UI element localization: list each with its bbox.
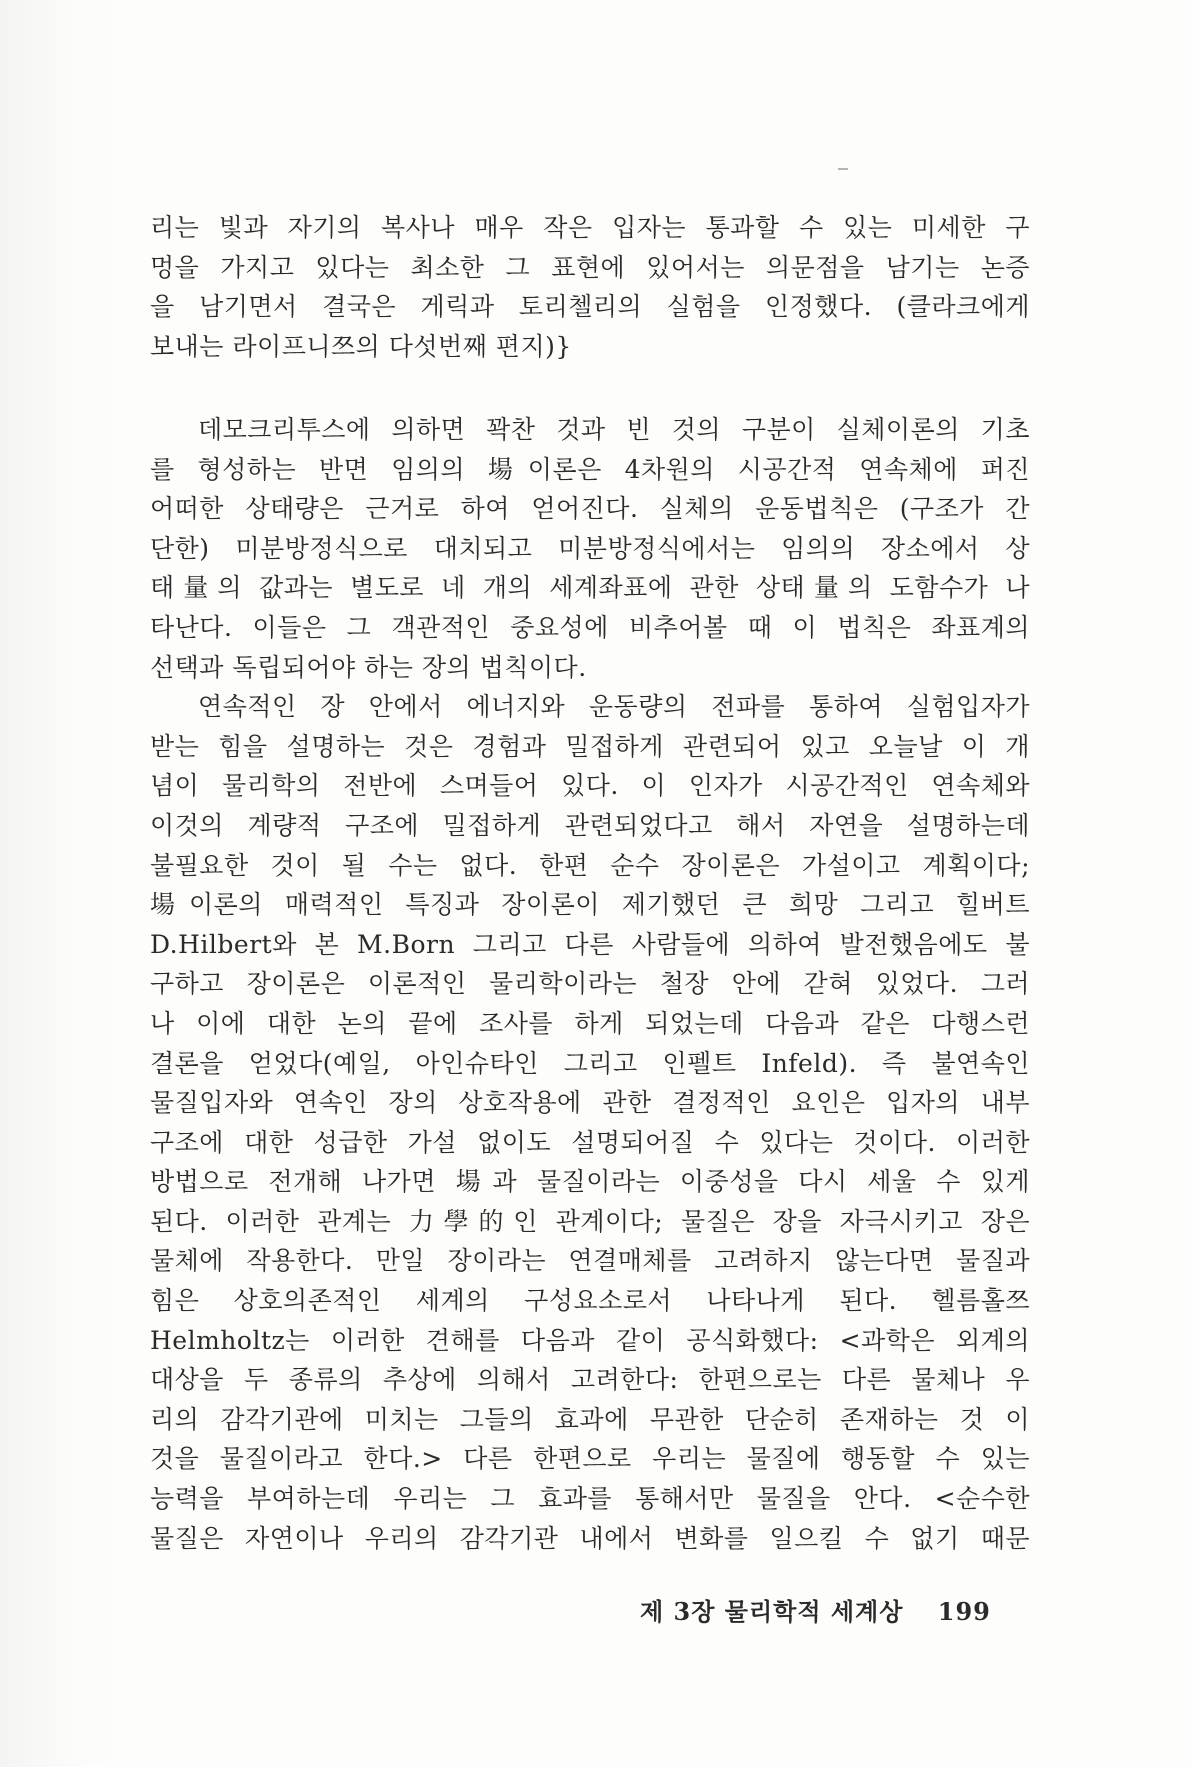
text-line: 나 이에 대한 논의 끝에 조사를 하게 되었는데 다음과 같은 다행스런 — [150, 1008, 1030, 1038]
text-line: 물질입자와 연속인 장의 상호작용에 관한 결정적인 요인은 입자의 내부 — [150, 1088, 1030, 1118]
text-line: 연속적인 장 안에서 에너지와 운동량의 전파를 통하여 실험입자가 — [198, 692, 1030, 722]
text-line: 불필요한 것이 될 수는 없다. 한편 순수 장이론은 가설이고 계획이다; — [150, 850, 1030, 880]
text-line: 능력을 부여하는데 우리는 그 효과를 통해서만 물질을 안다. <순수한 — [150, 1484, 1030, 1514]
text-line: 물질은 자연이나 우리의 감각기관 내에서 변화를 일으킬 수 없기 때문 — [150, 1523, 1030, 1553]
text-line: 받는 힘을 설명하는 것은 경험과 밀접하게 관련되어 있고 오늘날 이 개 — [150, 731, 1030, 761]
text-line: 것을 물질이라고 한다.> 다른 한편으로 우리는 물질에 행동할 수 있는 — [150, 1444, 1030, 1474]
text-line: 리의 감각기관에 미치는 그들의 효과에 무관한 단순히 존재하는 것 이 — [150, 1404, 1030, 1434]
text-line: 리는 빛과 자기의 복사나 매우 작은 입자는 통과할 수 있는 미세한 구 — [150, 213, 1030, 242]
text-line: 념이 물리학의 전반에 스며들어 있다. 이 인자가 시공간적인 연속체와 — [150, 771, 1030, 801]
page-number: 199 — [937, 1597, 991, 1626]
text-line: 를 형성하는 반면 임의의 場이론은 4차원의 시공간적 연속체에 퍼진 — [150, 454, 1030, 484]
body-text-top — [150, 208, 1030, 366]
text-line: D.Hilbert와 본 M.Born 그리고 다른 사람들에 의하여 발전했음에도 불 — [150, 929, 1030, 959]
text-line: 단한) 미분방정식으로 대치되고 미분방정식에서는 임의의 장소에서 상 — [150, 533, 1030, 563]
text-line: 대상을 두 종류의 추상에 의해서 고려한다: 한편으로는 다른 물체나 우 — [150, 1365, 1030, 1395]
text-line: 물체에 작용한다. 만일 장이라는 연결매체를 고려하지 않는다면 물질과 — [150, 1246, 1030, 1276]
scan-speck — [838, 168, 848, 170]
text-line: 구조에 대한 성급한 가설 없이도 설명되어질 수 있다는 것이다. 이러한 — [150, 1127, 1030, 1157]
text-line: 선택과 독립되어야 하는 장의 법칙이다. — [150, 652, 587, 682]
text-line: 데모크리투스에 의하면 꽉찬 것과 빈 것의 구분이 실체이론의 기초 — [198, 415, 1030, 444]
text-line: 을 남기면서 결국은 게릭과 토리첼리의 실험을 인정했다. (클라크에게 — [150, 292, 1030, 322]
running-head: 제 3장 물리학적 세계상 — [640, 1597, 904, 1626]
text-line: 구하고 장이론은 이론적인 물리학이라는 철장 안에 갇혀 있었다. 그러 — [150, 969, 1030, 999]
text-line: 멍을 가지고 있다는 최소한 그 표현에 있어서는 의문점을 남기는 논증 — [150, 252, 1030, 282]
body-text-main — [150, 410, 1030, 1558]
text-line: 태量의 값과는 별도로 네 개의 세계좌표에 관한 상태量의 도함수가 나 — [150, 573, 1030, 603]
text-line: 된다. 이러한 관계는 力學的인 관계이다; 물질은 장을 자극시키고 장은 — [150, 1206, 1030, 1236]
text-line: 보내는 라이프니쯔의 다섯번째 편지)} — [150, 331, 572, 361]
text-line: Helmholtz는 이러한 견해를 다음과 같이 공식화했다: <과학은 외계의 — [150, 1325, 1030, 1355]
text-line: 방법으로 전개해 나가면 場과 물질이라는 이중성을 다시 세울 수 있게 — [150, 1167, 1030, 1197]
text-line: 이것의 계량적 구조에 밀접하게 관련되었다고 해서 자연을 설명하는데 — [150, 810, 1030, 840]
text-line: 어떠한 상태량은 근거로 하여 얻어진다. 실체의 운동법칙은 (구조가 간 — [150, 494, 1030, 524]
text-line: 場이론의 매력적인 특징과 장이론이 제기했던 큰 희망 그리고 힐버트 — [150, 890, 1030, 920]
text-line: 타난다. 이들은 그 객관적인 중요성에 비추어볼 때 이 법칙은 좌표계의 — [150, 612, 1030, 642]
page-footer — [640, 1597, 1030, 1627]
text-line: 결론을 얻었다(예일, 아인슈타인 그리고 인펠트 Infeld). 즉 불연속인 — [150, 1048, 1030, 1078]
text-line: 힘은 상호의존적인 세계의 구성요소로서 나타나게 된다. 헬름홀쯔 — [150, 1286, 1030, 1316]
